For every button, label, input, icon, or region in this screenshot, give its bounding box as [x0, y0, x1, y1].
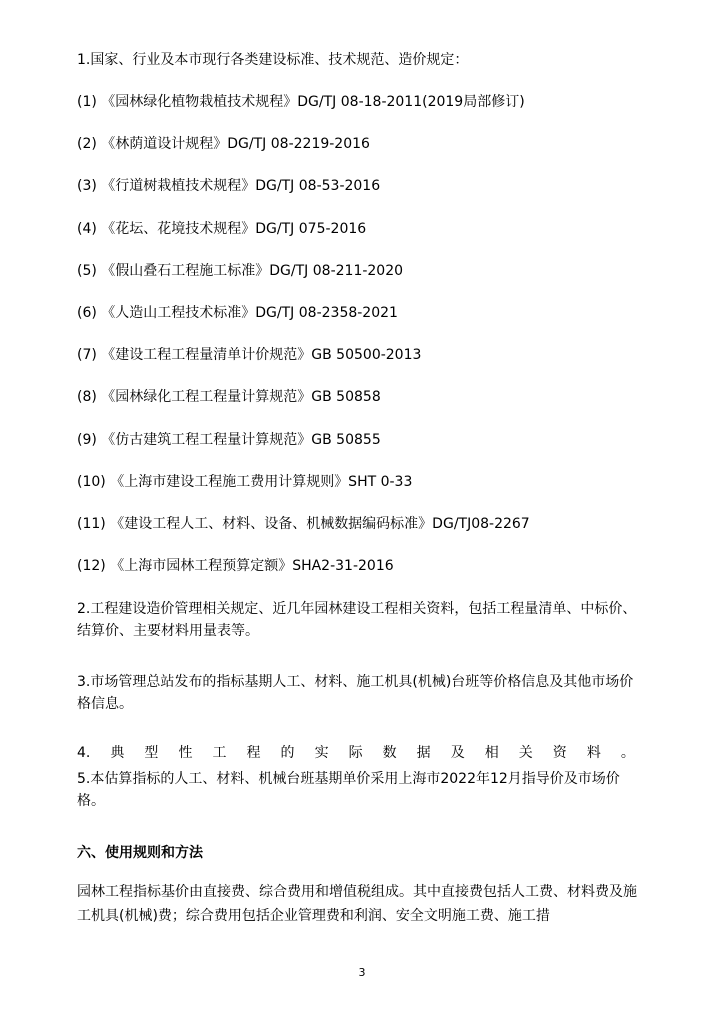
- item-4-char: 及: [450, 745, 465, 761]
- item-4-char: 性: [178, 745, 193, 761]
- item-4-char: 。: [620, 745, 635, 761]
- item-4-char: 4.: [77, 745, 91, 761]
- item-2-paragraph: 2.工程建设造价管理相关规定、近几年园林建设工程相关资料，包括工程量清单、中标价、结算价、主要材料用量表等。: [77, 601, 637, 639]
- item-4-char: 关: [518, 745, 533, 761]
- standard-item: (7) 《建设工程工程量清单计价规范》GB 50500-2013: [77, 347, 422, 363]
- standard-item: (5) 《假山叠石工程施工标准》DG/TJ 08-211-2020: [77, 263, 404, 279]
- item-4-char: 程: [246, 745, 261, 761]
- item-4-char: 典: [110, 745, 125, 761]
- section-heading: 六、使用规则和方法: [77, 845, 203, 861]
- item-4-char: 数: [382, 745, 397, 761]
- standard-item: (8) 《园林绿化工程工程量计算规范》GB 50858: [77, 389, 381, 405]
- item-4-line: [77, 743, 635, 763]
- item-4-char: 实: [314, 745, 329, 761]
- page-number: 3: [358, 966, 366, 979]
- item-3-paragraph: 3.市场管理总站发布的指标基期人工、材料、施工机具(机械)台班等价格信息及其他市场价格信息。: [77, 674, 634, 712]
- standard-item: (1) 《园林绿化植物栽植技术规程》DG/TJ 08-18-2011(2019局部修订): [77, 94, 525, 110]
- item-5-paragraph: 5.本估算指标的人工、材料、机械台班基期单价采用上海市2022年12月指导价及市场价格。: [77, 771, 620, 809]
- item-4-char: 据: [416, 745, 431, 761]
- standard-item: (9) 《仿古建筑工程工程量计算规范》GB 50855: [77, 432, 381, 448]
- standard-item: (4) 《花坛、花境技术规程》DG/TJ 075-2016: [77, 221, 367, 237]
- item-4-char: 型: [144, 745, 159, 761]
- standard-item: (2) 《林荫道设计规程》DG/TJ 08-2219-2016: [77, 136, 370, 152]
- item-4-char: 的: [280, 745, 295, 761]
- intro-line: 1.国家、行业及本市现行各类建设标准、技术规范、造价规定：: [77, 52, 469, 68]
- item-4-char: 际: [348, 745, 363, 761]
- item-4-char: 工: [212, 745, 227, 761]
- item-4-char: 相: [484, 745, 499, 761]
- item-4-char: 料: [586, 745, 601, 761]
- item-4-char: 资: [552, 745, 567, 761]
- body-paragraph: 园林工程指标基价由直接费、综合费用和增值税组成。其中直接费包括人工费、材料费及施工机具(机械)费；综合费用包括企业管理费和利润、安全文明施工费、施工措: [77, 884, 637, 924]
- standard-item: (3) 《行道树栽植技术规程》DG/TJ 08-53-2016: [77, 178, 381, 194]
- standard-item: (11) 《建设工程人工、材料、设备、机械数据编码标准》DG/TJ08-2267: [77, 516, 530, 532]
- standard-item: (6) 《人造山工程技术标准》DG/TJ 08-2358-2021: [77, 305, 398, 321]
- standard-item: (12) 《上海市园林工程预算定额》SHA2-31-2016: [77, 558, 394, 574]
- standard-item: (10) 《上海市建设工程施工费用计算规则》SHT 0-33: [77, 474, 413, 490]
